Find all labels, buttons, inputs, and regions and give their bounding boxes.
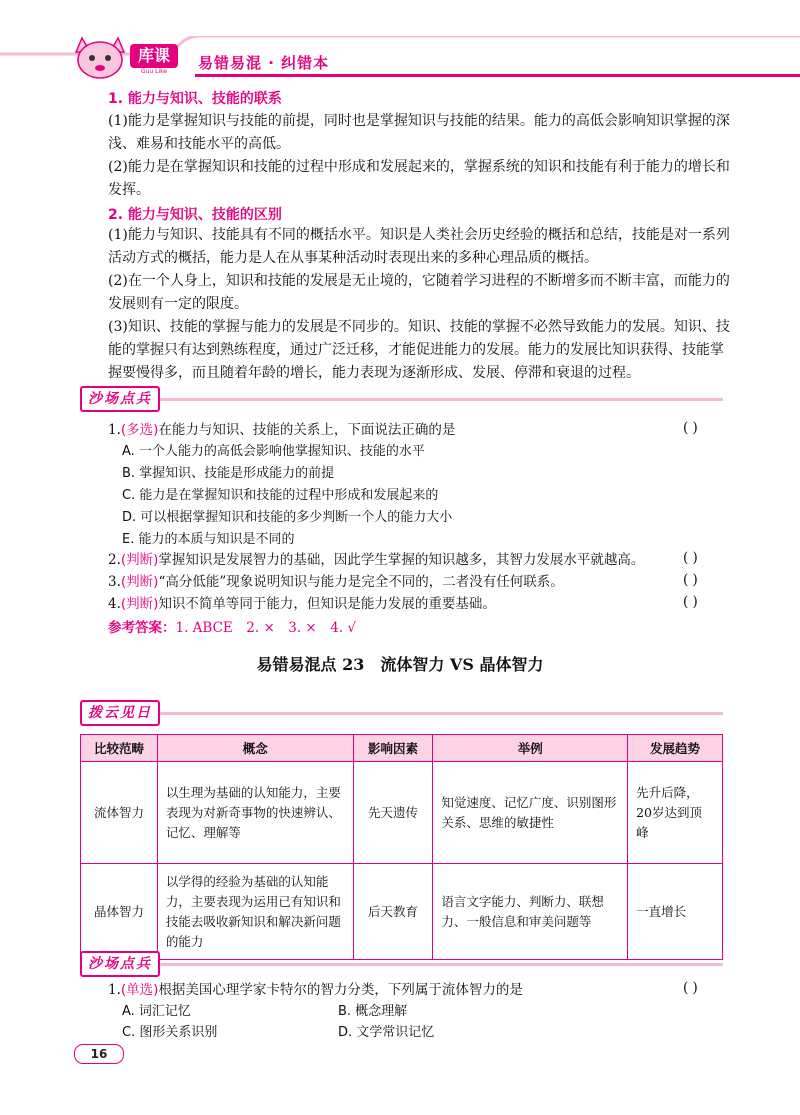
paragraph (80, 316, 730, 385)
answer-key (108, 616, 356, 636)
heading-difference: 2. 能力与知识、技能的区别 (108, 207, 282, 223)
question-number: 1. (108, 982, 121, 998)
question-1 (108, 420, 455, 440)
paragraph (80, 156, 730, 202)
option-c: C. 能力是在掌握知识和技能的过程中形成和发展起来的 (122, 488, 439, 503)
table-cell: 先升后降，20岁达到顶峰 (628, 762, 723, 864)
col-header: 比较范畴 (81, 735, 158, 762)
table-row (81, 762, 723, 864)
paragraph (80, 110, 730, 156)
option-e: E. 能力的本质与知识是不同的 (122, 532, 295, 547)
tag-underline (80, 712, 723, 715)
option-c: C. 图形关系识别 (122, 1025, 218, 1040)
page-number: 16 (74, 1044, 124, 1064)
question-4 (108, 594, 496, 614)
question-type: (多选) (120, 422, 159, 438)
tag-underline (80, 398, 723, 401)
paragraph-text: (1)能力是掌握知识与技能的前提，同时也是掌握知识与技能的结果。能力的高低会影响知识掌握的深浅、难易和技能水平的高低。 (108, 113, 730, 152)
question-number: 3. (108, 574, 121, 590)
question-text: 知识不简单等同于能力，但知识是能力发展的重要基础。 (158, 596, 496, 612)
question-type: (单选) (120, 982, 159, 998)
paragraph-text: (1)能力与知识、技能具有不同的概括水平。知识是人类社会历史经验的概括和总结，技能是对一系列活动方式的概括，能力是人在从事某种活动时表现出来的多种心理品质的概括。 (108, 227, 730, 266)
question-type: (判断) (120, 596, 159, 612)
table-cell: 以学得的经验为基础的认知能力，主要表现为运用已有知识和技能去吸收新知识和解决新问题的能力 (157, 864, 353, 960)
header-rule (195, 74, 800, 77)
question-text: 在能力与知识、技能的关系上，下面说法正确的是 (158, 422, 456, 438)
paragraph (80, 224, 730, 270)
table-cell: 先天遗传 (353, 762, 433, 864)
question-2 (108, 550, 644, 570)
question-number: 4. (108, 596, 121, 612)
answer-blank: ( ) (683, 550, 698, 566)
option-a: A. 一个人能力的高低会影响他掌握知识、技能的水平 (122, 444, 425, 459)
paragraph-text: (3)知识、技能的掌握与能力的发展是不同步的。知识、技能的掌握不必然导致能力的发展。知识、技能的掌握只有达到熟练程度，通过广泛迁移，才能促进能力的发展。能力的发展比知识获得、技能掌握要慢得多，而且随着年龄的增长，能力表现为逐渐形成、发展、停滞和衰退的过程。 (108, 319, 730, 381)
heading-connection: 1. 能力与知识、技能的联系 (108, 91, 282, 107)
col-header: 影响因素 (353, 735, 433, 762)
option-b: B. 掌握知识、技能是形成能力的前提 (122, 466, 335, 481)
question-text: 根据美国心理学家卡特尔的智力分类，下列属于流体智力的是 (158, 982, 523, 998)
answer-blank: ( ) (683, 980, 698, 996)
table-cell: 知觉速度、记忆广度、识别图形关系、思维的敏捷性 (433, 762, 628, 864)
table-row (81, 864, 723, 960)
answer-blank: ( ) (683, 594, 698, 610)
question-1 (108, 980, 523, 1000)
paragraph-text: (2)能力是在掌握知识和技能的过程中形成和发展起来的，掌握系统的知识和技能有利于能力的增长和发挥。 (108, 159, 730, 198)
col-header: 发展趋势 (628, 735, 723, 762)
table-header-row (81, 735, 723, 762)
col-header: 概念 (157, 735, 353, 762)
option-d: D. 可以根据掌握知识和技能的多少判断一个人的能力大小 (122, 510, 453, 525)
question-type: (判断) (120, 552, 159, 568)
question-3 (108, 572, 564, 592)
section-title: 易错易混点 23 流体智力 VS 晶体智力 (256, 655, 544, 674)
question-type: (判断) (120, 574, 159, 590)
option-a: A. 词汇记忆 (122, 1004, 191, 1019)
answer-value: 1. ABCE 2. × 3. × 4. √ (175, 620, 357, 636)
col-header: 举例 (433, 735, 628, 762)
question-number: 2. (108, 552, 121, 568)
table-cell: 语言文字能力、判断力、联想力、一般信息和审美问题等 (433, 864, 628, 960)
question-number: 1. (108, 422, 121, 438)
question-text: “高分低能”现象说明知识与能力是完全不同的，二者没有任何联系。 (158, 574, 564, 590)
option-b: B. 概念理解 (338, 1004, 408, 1019)
brand-logo: 库课 (130, 44, 178, 68)
table-cell: 一直增长 (628, 864, 723, 960)
header-title: 易错易混 · 纠错本 (198, 54, 330, 72)
table-cell: 以生理为基础的认知能力，主要表现为对新奇事物的快速辨认、记忆、理解等 (157, 762, 353, 864)
table-cell: 后天教育 (353, 864, 433, 960)
paragraph (80, 270, 730, 316)
brand-subtitle: Guu Like (140, 68, 168, 75)
answer-blank: ( ) (683, 420, 698, 436)
question-text: 掌握知识是发展智力的基础，因此学生掌握的知识越多，其智力发展水平就越高。 (158, 552, 645, 568)
table-cell: 流体智力 (81, 762, 158, 864)
option-d: D. 文学常识记忆 (338, 1025, 435, 1040)
tag-underline (80, 963, 723, 966)
answer-blank: ( ) (683, 572, 698, 588)
clarify-tag: 拨云见日 (80, 700, 160, 726)
comparison-table (80, 734, 723, 960)
paragraph-text: (2)在一个人身上，知识和技能的发展是无止境的，它随着学习进程的不断增多而不断丰富，而能力的发展则有一定的限度。 (108, 273, 730, 312)
practice-tag: 沙场点兵 (80, 951, 160, 977)
table-cell: 晶体智力 (81, 864, 158, 960)
answer-label: 参考答案： (108, 620, 176, 636)
practice-tag: 沙场点兵 (80, 386, 160, 412)
